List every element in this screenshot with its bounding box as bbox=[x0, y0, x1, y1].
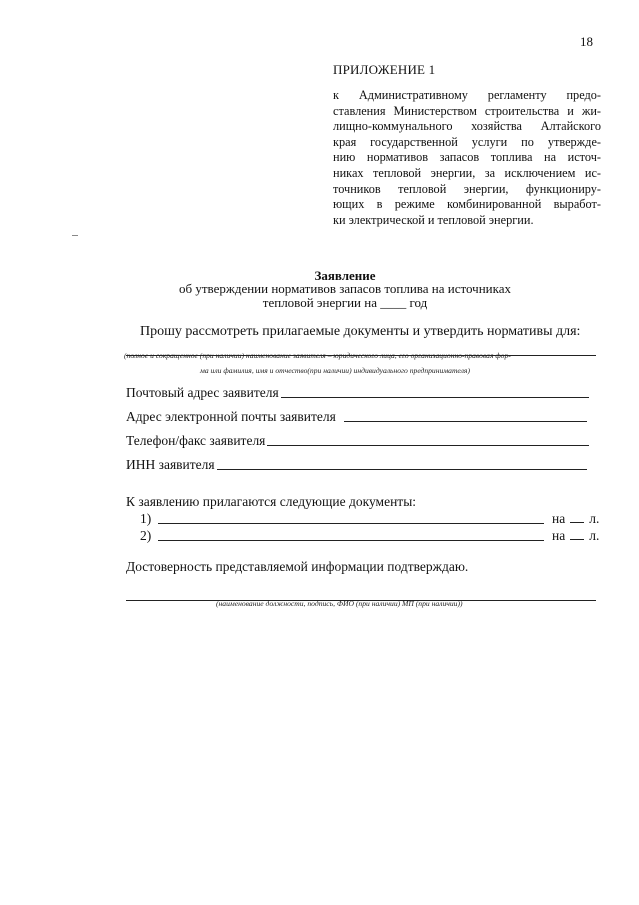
attachment-on-label: на bbox=[552, 528, 566, 543]
postal-address-line[interactable] bbox=[281, 397, 589, 398]
attachment-number: 2) bbox=[140, 528, 152, 543]
annex-line: ющих в режиме комбинированной выработ- bbox=[333, 197, 601, 212]
annex-text bbox=[333, 88, 601, 228]
inn-line[interactable] bbox=[217, 469, 587, 470]
postal-address-field bbox=[126, 385, 589, 401]
request-text: Прошу рассмотреть прилагаемые документы и утвердить нормативы для: bbox=[140, 324, 581, 339]
attachment-number: 1) bbox=[140, 511, 152, 526]
scan-mark bbox=[72, 235, 78, 236]
annex-line: ставления Министерством строительства и жи- bbox=[333, 103, 601, 118]
confirmation-text: Достоверность представляемой информации подтверждаю. bbox=[126, 559, 469, 574]
annex-line: нию нормативов запасов топлива на источ- bbox=[333, 150, 601, 165]
inn-label: ИНН заявителя bbox=[126, 457, 215, 472]
phone-fax-line[interactable] bbox=[267, 445, 589, 446]
attachment-sheets-label: л. bbox=[589, 511, 600, 526]
inn-field bbox=[126, 457, 587, 473]
annex-line: никах тепловой энергии, за исключением ис- bbox=[333, 165, 601, 180]
subtitle-line: тепловой энергии на ____ год bbox=[262, 295, 428, 310]
attachment-sheets bbox=[552, 528, 599, 544]
phone-fax-field bbox=[126, 433, 589, 449]
annex-line: ки электрической и тепловой энергии. bbox=[333, 212, 534, 227]
email-label: Адрес электронной почты заявителя bbox=[126, 409, 336, 424]
signature-hint: (наименование должности, подпись, ФИО (при наличии) МП (при наличии)) bbox=[216, 599, 463, 608]
attachments-heading: К заявлению прилагаются следующие документы: bbox=[126, 494, 417, 509]
annex-title: ПРИЛОЖЕНИЕ 1 bbox=[333, 62, 436, 77]
attachment-sheet-count-line[interactable] bbox=[570, 539, 584, 540]
attachment-sheet-count-line[interactable] bbox=[570, 522, 584, 523]
applicant-hint: (полное и сокращенное (при наличии) наименование заявителя – юридического лица, его организационно-правовая фор- bbox=[124, 351, 511, 360]
attachment-row bbox=[140, 511, 599, 527]
email-field bbox=[126, 409, 587, 425]
applicant-hint: ма или фамилия, имя и отчество(при наличии) индивидуального предпринимателя) bbox=[200, 366, 470, 375]
attachment-on-label: на bbox=[552, 511, 566, 526]
subtitle-line: об утверждении нормативов запасов топлива на источниках bbox=[178, 281, 511, 296]
annex-line: точников тепловой энергии, функциониру- bbox=[333, 181, 601, 196]
document-subtitle bbox=[100, 282, 590, 310]
annex-line: к Административному регламенту предо- bbox=[333, 88, 601, 102]
attachment-sheets bbox=[552, 511, 599, 527]
attachment-name-line[interactable] bbox=[158, 540, 544, 541]
postal-address-label: Почтовый адрес заявителя bbox=[126, 385, 279, 400]
annex-line: края государственной услуги по утвержде- bbox=[333, 134, 601, 149]
phone-fax-label: Телефон/факс заявителя bbox=[126, 433, 266, 448]
attachment-name-line[interactable] bbox=[158, 523, 544, 524]
document-title: Заявление bbox=[314, 268, 376, 283]
attachment-row bbox=[140, 528, 599, 544]
email-line[interactable] bbox=[344, 421, 587, 422]
annex-line: лищно-коммунального хозяйства Алтайского bbox=[333, 119, 601, 134]
attachment-sheets-label: л. bbox=[589, 528, 600, 543]
page-number: 18 bbox=[580, 34, 593, 49]
